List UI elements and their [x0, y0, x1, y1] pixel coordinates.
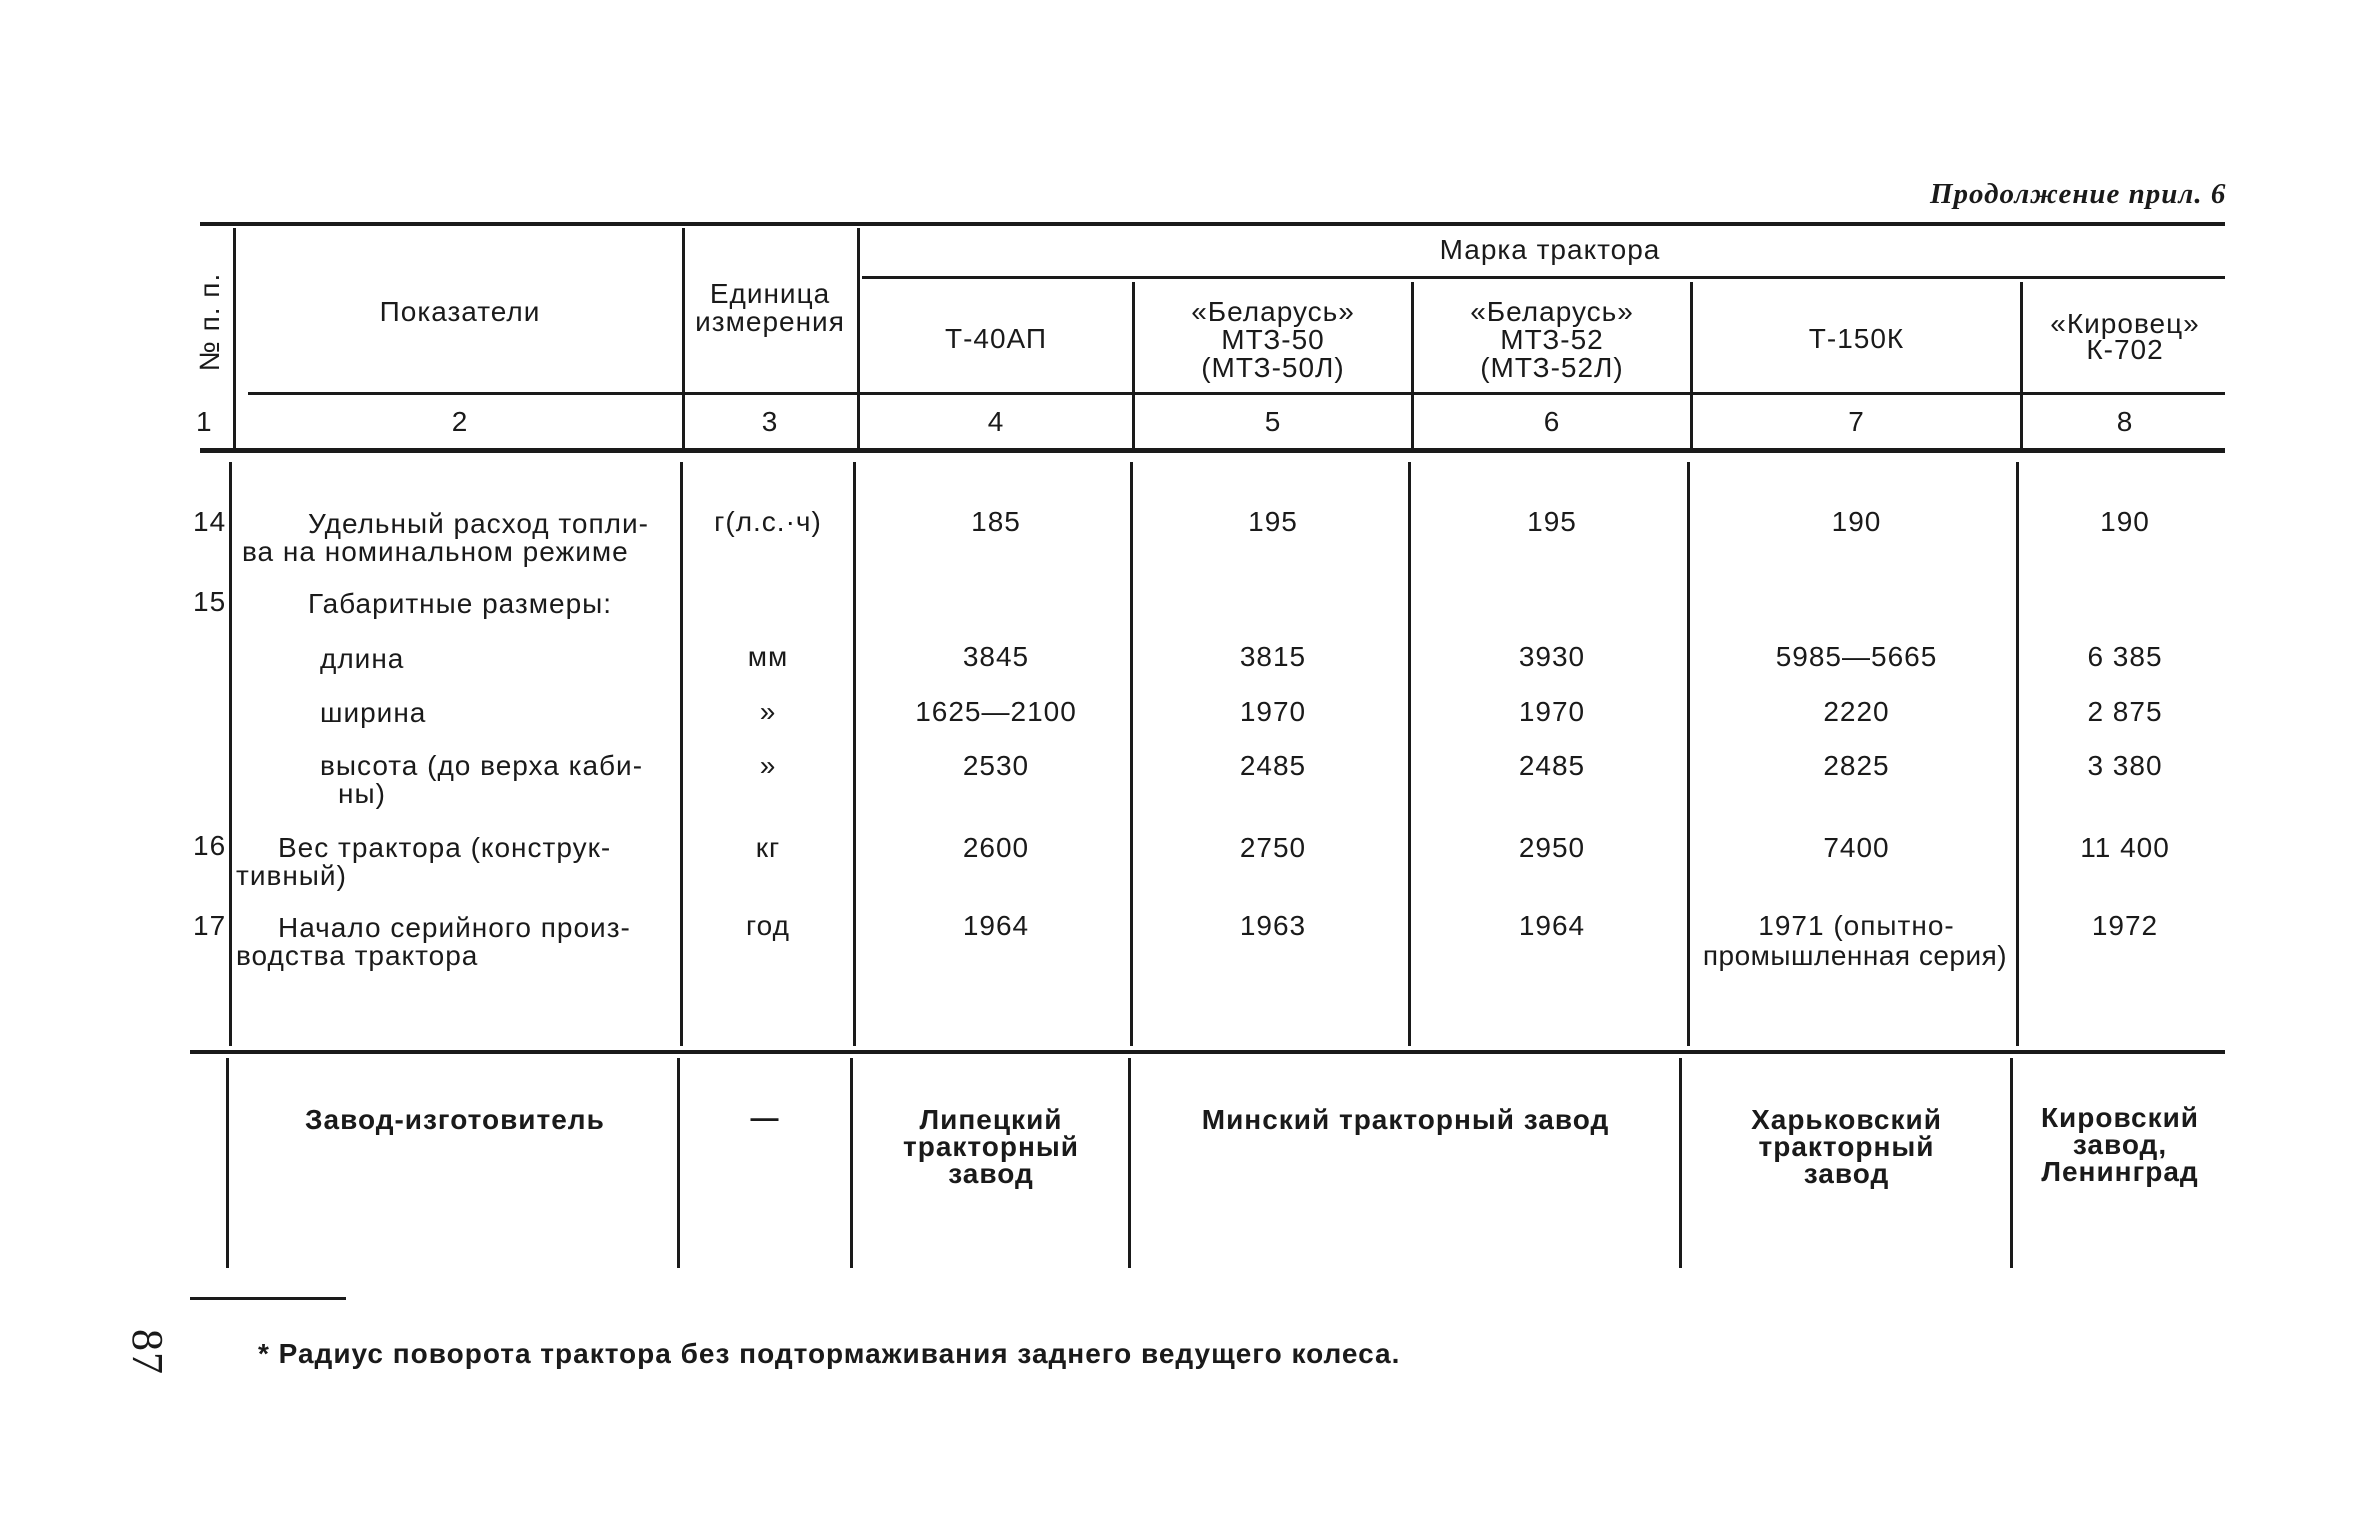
hdr-vline — [1132, 282, 1135, 448]
row-height-v4: 2825 — [1823, 750, 1890, 781]
row-14-v5: 190 — [2100, 506, 2150, 537]
row-width-v3: 1970 — [1518, 696, 1586, 727]
row-height-label-1: высота (до верха каби- — [320, 750, 644, 781]
manufacturer-t150-1: Харьковский — [1751, 1104, 1942, 1135]
body-vline — [229, 462, 232, 1046]
colnum-4: 4 — [987, 406, 1005, 437]
footnote-text: * Радиус поворота трактора без подтормаживания заднего ведущего колеса. — [258, 1338, 1401, 1369]
colnum-2: 2 — [451, 406, 469, 437]
row-14-label-1: Удельный расход топли- — [308, 508, 649, 539]
colnum-1: 1 — [196, 406, 213, 437]
colnum-6: 6 — [1543, 406, 1561, 437]
manufacturer-label: Завод-изготовитель — [305, 1104, 605, 1135]
manufacturer-k702-3: Ленинград — [2041, 1156, 2199, 1187]
brand-k702-1: «Кировец» — [2050, 308, 2200, 339]
row-14-label-2: ва на номинальном режиме — [242, 536, 629, 567]
row-14-v4: 190 — [1831, 506, 1882, 537]
row-width-unit: » — [759, 696, 777, 727]
row-height-v2: 2485 — [1239, 750, 1307, 781]
brand-group-rule — [862, 276, 2225, 279]
row-length-v4: 5985—5665 — [1775, 641, 1938, 672]
manufacturer-mtz: Минский тракторный завод — [1201, 1104, 1610, 1135]
page-number: 87 — [123, 1329, 172, 1375]
row-height-v5: 3 380 — [2087, 750, 2163, 781]
colnum-3: 3 — [761, 406, 779, 437]
row-14-unit: г(л.с.·ч) — [714, 506, 822, 537]
brand-mtz50-2: МТЗ-50 — [1221, 324, 1325, 355]
row-16-v2: 2750 — [1239, 832, 1307, 863]
row-width-label: ширина — [320, 697, 427, 728]
col-unit-header-1: Единица — [709, 278, 831, 309]
header-bottom-rule — [248, 392, 2225, 395]
row-16-v5: 11 400 — [2080, 832, 2170, 863]
manufacturer-t150-2: тракторный — [1758, 1131, 1935, 1162]
brand-k702-2: К-702 — [2086, 334, 2164, 365]
colnum-7: 7 — [1848, 406, 1865, 437]
row-15-num: 15 — [193, 586, 227, 617]
footnote-rule — [190, 1297, 346, 1300]
manufacturer-k702-2: завод, — [2072, 1129, 2168, 1160]
brand-mtz52-3: (МТЗ-52Л) — [1480, 352, 1624, 383]
row-16-v1: 2600 — [962, 832, 1030, 863]
mf-vline — [677, 1058, 680, 1268]
row-width-v4: 2220 — [1823, 696, 1890, 727]
manufacturer-t150-3: завод — [1803, 1158, 1890, 1189]
row-length-v2: 3815 — [1239, 641, 1307, 672]
manufacturer-t40-2: тракторный — [903, 1131, 1079, 1162]
manufacturer-k702-1: Кировский — [2040, 1102, 2200, 1133]
body-vline — [853, 462, 856, 1046]
brand-mtz52-1: «Беларусь» — [1470, 296, 1634, 327]
manufacturer-unit: — — [750, 1102, 780, 1133]
row-length-v3: 3930 — [1518, 641, 1586, 672]
page-title: Продолжение прил. 6 — [1930, 178, 2227, 210]
brand-mtz52-2: МТЗ-52 — [1500, 324, 1604, 355]
row-16-label-1: Вес трактора (конструк- — [278, 832, 612, 863]
row-17-num: 17 — [193, 910, 227, 941]
row-17-v3: 1964 — [1518, 910, 1586, 941]
body-vline — [1130, 462, 1133, 1046]
row-17-v1: 1964 — [962, 910, 1030, 941]
brand-t150: Т-150К — [1808, 323, 1905, 354]
row-width-v2: 1970 — [1239, 696, 1307, 727]
col-indicators-header: Показатели — [379, 296, 541, 327]
mf-vline — [1679, 1058, 1682, 1268]
row-16-unit: кг — [755, 832, 781, 863]
row-height-unit: » — [759, 750, 777, 781]
manufacturer-t40-1: Липецкий — [919, 1104, 1063, 1135]
row-14-v3: 195 — [1527, 506, 1577, 537]
row-14-num: 14 — [193, 506, 227, 537]
row-length-v5: 6 385 — [2087, 641, 2163, 672]
number-row-rule — [200, 448, 2225, 453]
hdr-vline — [2020, 282, 2023, 448]
row-16-num: 16 — [193, 830, 227, 861]
col-unit-header-2: измерения — [695, 306, 845, 337]
row-16-label-2: тивный) — [236, 860, 347, 891]
mf-vline — [850, 1058, 853, 1268]
hdr-vline — [1690, 282, 1693, 448]
colnum-8: 8 — [2116, 406, 2134, 437]
row-17-v4: 1971 (опытно- — [1758, 910, 1955, 941]
manufacturer-top-rule — [190, 1050, 2225, 1054]
manufacturer-t40-3: завод — [948, 1158, 1034, 1189]
brand-group-header: Марка трактора — [1439, 234, 1661, 265]
mf-vline — [226, 1058, 229, 1268]
brand-mtz50-1: «Беларусь» — [1191, 296, 1355, 327]
col-num-header: № п. п. — [194, 272, 225, 372]
row-14-v2: 195 — [1248, 506, 1298, 537]
mf-vline — [1128, 1058, 1131, 1268]
table-top-rule — [200, 222, 2225, 226]
row-17-unit: год — [746, 910, 790, 941]
row-length-unit: мм — [747, 641, 789, 672]
row-length-label: длина — [320, 643, 405, 674]
row-15-label: Габаритные размеры: — [308, 588, 613, 619]
row-17-label-2: водства трактора — [236, 940, 479, 971]
row-width-v5: 2 875 — [2087, 696, 2163, 727]
row-16-v4: 7400 — [1823, 832, 1890, 863]
row-length-v1: 3845 — [962, 641, 1030, 672]
row-17-v4-extra: промышленная серия) — [1702, 940, 2008, 971]
colnum-5: 5 — [1264, 406, 1282, 437]
row-17-label-1: Начало серийного произ- — [278, 912, 631, 943]
row-width-v1: 1625—2100 — [915, 696, 1077, 727]
row-14-v1: 185 — [971, 506, 1021, 537]
row-height-v3: 2485 — [1518, 750, 1586, 781]
row-17-v2: 1963 — [1239, 910, 1307, 941]
brand-mtz50-3: (МТЗ-50Л) — [1201, 352, 1345, 383]
row-height-v1: 2530 — [962, 750, 1030, 781]
hdr-vline — [857, 228, 860, 448]
hdr-vline — [1411, 282, 1414, 448]
brand-t40: Т-40АП — [944, 323, 1048, 354]
row-16-v3: 2950 — [1518, 832, 1586, 863]
hdr-vline — [233, 228, 236, 448]
row-17-v5: 1972 — [2091, 910, 2159, 941]
row-height-label-2: ны) — [338, 778, 386, 809]
mf-vline — [2010, 1058, 2013, 1268]
